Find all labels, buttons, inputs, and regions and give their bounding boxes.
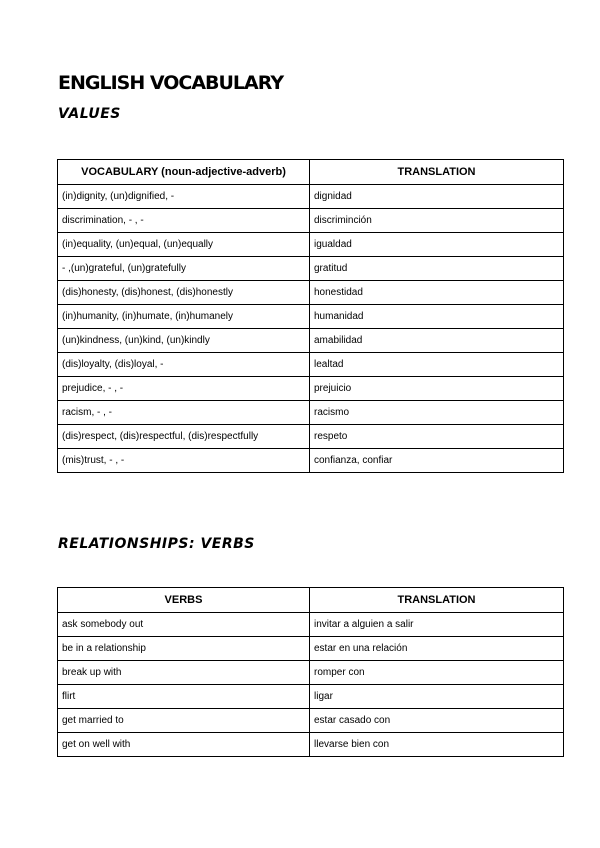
table-row [58,425,564,449]
values-vocabulary-table [57,159,564,473]
translation-cell: amabilidad [310,329,564,353]
translation-cell: racismo [310,401,564,425]
translation-cell: confianza, confiar [310,449,564,473]
term-cell: (mis)trust, - , - [58,449,310,473]
term-cell: (dis)loyalty, (dis)loyal, - [58,353,310,377]
translation-cell: invitar a alguien a salir [310,613,564,637]
table-row [58,733,564,757]
table-row [58,685,564,709]
table-row [58,613,564,637]
translation-column-header: TRANSLATION [310,588,564,613]
term-cell: prejudice, - , - [58,377,310,401]
table-header-row [58,588,564,613]
table-row [58,449,564,473]
term-cell: - ,(un)grateful, (un)gratefully [58,257,310,281]
translation-cell: discriminción [310,209,564,233]
term-cell: (in)equality, (un)equal, (un)equally [58,233,310,257]
term-cell: flirt [58,685,310,709]
relationship-verbs-table [57,587,564,757]
translation-cell: dignidad [310,185,564,209]
verbs-column-header: VERBS [58,588,310,613]
vocabulary-column-header: VOCABULARY (noun-adjective-adverb) [58,160,310,185]
translation-cell: prejuicio [310,377,564,401]
term-cell: (dis)respect, (dis)respectful, (dis)respectfully [58,425,310,449]
table-row [58,233,564,257]
translation-cell: humanidad [310,305,564,329]
table-row [58,209,564,233]
term-cell: break up with [58,661,310,685]
translation-cell: estar en una relación [310,637,564,661]
translation-column-header: TRANSLATION [310,160,564,185]
translation-cell: honestidad [310,281,564,305]
table-row [58,377,564,401]
term-cell: be in a relationship [58,637,310,661]
table-row [58,709,564,733]
table-row [58,353,564,377]
table-row [58,401,564,425]
translation-cell: igualdad [310,233,564,257]
term-cell: (in)humanity, (in)humate, (in)humanely [58,305,310,329]
table-header-row [58,160,564,185]
table-row [58,305,564,329]
table-row [58,661,564,685]
table-row [58,185,564,209]
term-cell: discrimination, - , - [58,209,310,233]
table-row [58,637,564,661]
translation-cell: lealtad [310,353,564,377]
values-section-title: VALUES [58,106,121,122]
translation-cell: estar casado con [310,709,564,733]
translation-cell: gratitud [310,257,564,281]
translation-cell: ligar [310,685,564,709]
relationships-section-title: RELATIONSHIPS: VERBS [58,536,255,552]
table-row [58,257,564,281]
table-row [58,329,564,353]
term-cell: (in)dignity, (un)dignified, - [58,185,310,209]
page-title: ENGLISH VOCABULARY [58,72,284,94]
table-row [58,281,564,305]
term-cell: ask somebody out [58,613,310,637]
term-cell: get on well with [58,733,310,757]
translation-cell: romper con [310,661,564,685]
term-cell: racism, - , - [58,401,310,425]
term-cell: (un)kindness, (un)kind, (un)kindly [58,329,310,353]
translation-cell: llevarse bien con [310,733,564,757]
term-cell: get married to [58,709,310,733]
translation-cell: respeto [310,425,564,449]
term-cell: (dis)honesty, (dis)honest, (dis)honestly [58,281,310,305]
